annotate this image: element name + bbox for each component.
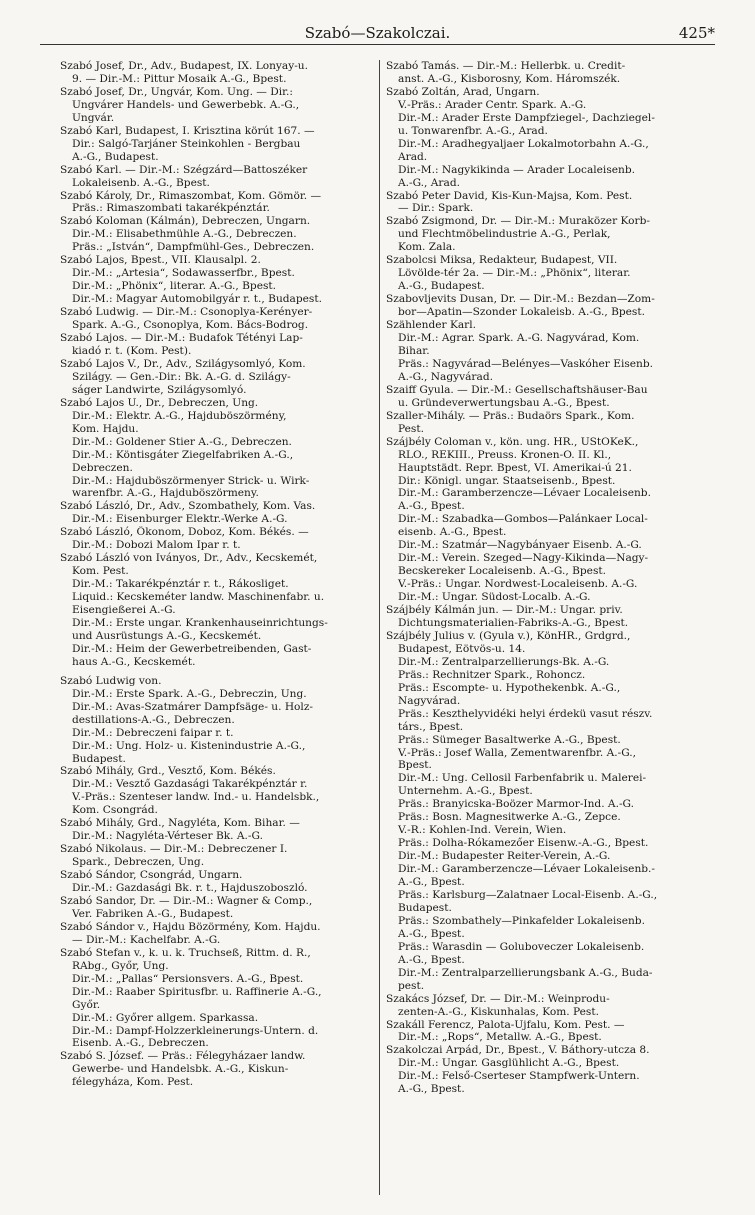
entry-detail-line: Nagyvárad.	[398, 694, 461, 707]
entry-detail-line: Dir.-M.: Dobozi Malom Ipar r. t.	[72, 539, 241, 552]
entry-detail-line: Präs.: Bosn. Magnesitwerke A.-G., Zepce.	[398, 811, 621, 824]
entry-detail-line: haus A.-G., Kecskemét.	[72, 655, 196, 668]
entry-detail-line: Dir.-M.: Nagykikinda — Arader Localeisenb.	[398, 163, 635, 176]
entry-detail-line: Dichtungsmaterialien-Fabriks-A.-G., Bpest.	[398, 616, 629, 629]
entry-detail-line: Dir.-M.: Arader Erste Dampfziegel-, Dachziegel-	[398, 111, 655, 124]
entry-detail-line: 9. — Dir.-M.: Pittur Mosaik A.-G., Bpest.	[72, 72, 287, 85]
entry-detail-line: u. Gründeverwertungsbau A.-G., Bpest.	[398, 396, 610, 409]
entry-detail-line: pest.	[398, 979, 425, 992]
entry-detail-line: Dir.-M.: Győrer allgem. Sparkassa.	[72, 1011, 259, 1024]
entry-detail-line: Dir.-M.: Debreczeni faipar r. t.	[72, 726, 234, 739]
entry-detail-line: Dir.-M.: Verein. Szeged—Nagy-Kikinda—Nagy-	[398, 552, 649, 565]
entry-detail-line: Dir.-M.: Avas-Szatmárer Dampfsäge- u. Holz-	[72, 700, 313, 713]
entry-detail-line: und Flechtmöbelindustrie A.-G., Perlak,	[398, 228, 611, 241]
entry-heading-line: Szabó Peter David, Kis-Kun-Majsa, Kom. Pest.	[386, 189, 633, 202]
entry-detail-line: Dir.-M.: Köntisgáter Ziegelfabriken A.-G.,	[72, 448, 294, 461]
entry-detail-line: Dir.-M.: Aradhegyaljaer Lokalmotorbahn A.-G.,	[398, 137, 649, 150]
entry-heading-line: Szabó Nikolaus. — Dir.-M.: Debreczener I.	[60, 843, 288, 856]
entry-detail-line: Arad.	[398, 150, 428, 163]
entry-detail-line: Dir.-M.: Hajduböszörmenyer Strick- u. Wirk-	[72, 474, 310, 487]
entry-detail-line: Becskereker Localeisenb. A.-G., Bpest.	[398, 565, 607, 578]
entry-detail-line: Lokaleisenb. A.-G., Bpest.	[72, 176, 210, 189]
entry-heading-line: Szabó Lajos U., Dr., Debreczen, Ung.	[60, 396, 259, 409]
entry-detail-line: Dir.-M.: Ungar. Südost-Localb. A.-G.	[398, 591, 591, 604]
entry-heading-line: Szabó Sandor, Dr. — Dir.-M.: Wagner & Comp.,	[60, 895, 313, 907]
entry-detail-line: anst. A.-G., Kisborosny, Kom. Háromszék.	[398, 72, 621, 85]
entry-detail-line: A.-G., Budapest.	[398, 280, 485, 293]
entry-detail-line: Dir.-M.: Ung. Holz- u. Kistenindustrie A.-G.,	[72, 739, 306, 752]
entry-heading-line: Szabó Karl. — Dir.-M.: Szégzárd—Battoszéker	[60, 163, 308, 176]
page-number: 425*	[678, 24, 715, 42]
entry-heading-line: Szabó Zoltán, Arad, Ungarn.	[386, 85, 540, 98]
entry-heading-line: Szakács József, Dr. — Dir.-M.: Weinprodu-	[386, 992, 610, 1005]
entry-detail-line: Gewerbe- und Handelsbk. A.-G., Kiskun-	[72, 1063, 289, 1076]
entry-detail-line: V.-R.: Kohlen-Ind. Verein, Wien.	[398, 824, 567, 837]
entry-detail-line: Dir.-M.: „Phönix“, literar. A.-G., Bpest.	[72, 280, 277, 293]
right-column	[386, 60, 704, 1096]
entry-detail-line: RLO., REKIII., Preuss. Kronen-O. II. Kl.,	[398, 448, 612, 461]
entry-detail-line: Kom. Hajdu.	[72, 422, 139, 435]
entry-detail-line: Dir.-M.: „Artesia“, Sodawasserfbr., Bpest.	[72, 267, 295, 280]
entry-detail-line: V.-Präs.: Ungar. Nordwest-Localeisenb. A.-G.	[398, 578, 638, 591]
entry-detail-line: Szilágy. — Gen.-Dir.: Bk. A.-G. d. Szilágy-	[72, 370, 291, 383]
entry-detail-line: A.-G., Budapest.	[72, 150, 159, 163]
entry-detail-line: bor—Apatin—Szonder Lokaleisb. A.-G., Bpest.	[398, 306, 645, 319]
entry-detail-line: Pest.	[398, 422, 424, 435]
entry-detail-line: Dir.-M.: Garamberzencze—Lévaer Lokaleisenb.-	[398, 863, 656, 876]
entry-detail-line: Unternehm. A.-G., Bpest.	[398, 785, 533, 798]
entry-heading-line: Szabó Zsigmond, Dr. — Dir.-M.: Muraközer Korb-	[386, 215, 650, 228]
entry-detail-line: Dir.-M.: Vesztő Gazdasági Takarékpénztár r.	[72, 778, 308, 791]
entry-detail-line: Dir.: Salgó-Tarjáner Steinkohlen - Bergbau	[72, 137, 301, 150]
entry-detail-line: Spark., Debreczen, Ung.	[72, 856, 205, 869]
entry-heading-line: Szájbély Julius v. (Gyula v.), KönHR., Grdgrd.,	[386, 629, 631, 642]
entry-detail-line: Eisenb. A.-G., Debreczen.	[72, 1037, 209, 1050]
entry-detail-line: V.-Präs.: Arader Centr. Spark. A.-G.	[398, 98, 587, 111]
entry-heading-line: Szakáll Ferencz, Palota-Ujfalu, Kom. Pest. —	[386, 1018, 625, 1031]
entry-detail-line: Kom. Pest.	[72, 565, 129, 578]
entry-heading-line: Szählender Karl.	[386, 319, 476, 332]
entry-heading-line: Szabó Tamás. — Dir.-M.: Hellerbk. u. Credit-	[386, 60, 626, 72]
entry-heading-line: Szabó Josef, Dr., Adv., Budapest, IX. Lonyay-u.	[60, 60, 308, 72]
entry-detail-line: Präs.: Karlsburg—Zalatnaer Local-Eisenb. A.-G.,	[398, 889, 658, 901]
entry-detail-line: Kom. Zala.	[398, 241, 456, 254]
entry-detail-line: Dir.-M.: Zentralparzellierungs-Bk. A.-G.	[398, 655, 610, 668]
entry-heading-line: Szabovljevits Dusan, Dr. — Dir.-M.: Bezdan—Zom-	[386, 293, 655, 306]
entry-detail-line: Kom. Csongrád.	[72, 804, 158, 817]
entry-detail-line: Budapest, Eötvös-u. 14.	[398, 642, 526, 655]
entry-detail-line: Dir.-M.: Felső-Cserteser Stampfwerk-Untern.	[398, 1070, 640, 1083]
entry-detail-line: Dir.-M.: Eisenburger Elektr.-Werke A.-G.	[72, 513, 288, 526]
entry-detail-line: Lövölde-tér 2a. — Dir.-M.: „Phönix“, literar.	[398, 267, 631, 280]
entry-detail-line: — Dir.: Spark.	[398, 202, 474, 215]
entry-detail-line: Präs.: Rimaszombati takarékpénztár.	[72, 202, 270, 215]
entry-heading-line: Szabó Koloman (Kálmán), Debreczen, Ungarn.	[60, 215, 311, 228]
entry-detail-line: Ver. Fabriken A.-G., Budapest.	[72, 907, 234, 920]
entry-detail-line: Präs.: Keszthelyvidéki helyi érdekü vasut részv.	[398, 707, 653, 720]
entry-detail-line: Präs.: Warasdin — Goluboveczer Lokaleisenb.	[398, 940, 645, 953]
entry-detail-line: Debreczen.	[72, 461, 133, 474]
entry-detail-line: Dir.-M.: Zentralparzellierungsbank A.-G., Buda-	[398, 966, 653, 979]
entry-detail-line: Dir.-M.: Takarékpénztár r. t., Rákosliget.	[72, 578, 289, 591]
entry-heading-line: Szaller-Mihály. — Präs.: Budaörs Spark., Kom.	[386, 409, 635, 422]
entry-detail-line: Hauptstädt. Repr. Bpest, VI. Amerikai-ú 21.	[398, 461, 632, 474]
entry-detail-line: Spark. A.-G., Csonoplya, Kom. Bács-Bodrog.	[72, 319, 309, 332]
entry-detail-line: V.-Präs.: Szenteser landw. Ind.- u. Handelsbk.,	[72, 791, 320, 804]
entry-detail-line: warenfbr. A.-G., Hajduböszörmeny.	[72, 487, 259, 500]
entry-detail-line: Präs.: Escompte- u. Hypothekenbk. A.-G.,	[398, 681, 621, 694]
entry-detail-line: Präs.: Sümeger Basaltwerke A.-G., Bpest.	[398, 733, 621, 746]
entry-detail-line: RAbg., Győr, Ung.	[72, 959, 169, 972]
page-title: Szabó—Szakolczai.	[304, 24, 451, 42]
entry-detail-line: A.-G., Bpest.	[398, 876, 465, 889]
entry-detail-line: Dir.-M.: Magyar Automobilgyár r. t., Budapest.	[72, 293, 322, 306]
entry-heading-line: Szabó Stefan v., k. u. k. Truchseß, Rittm. d. R.,	[60, 946, 311, 959]
entry-detail-line: Dir.-M.: Goldener Stier A.-G., Debreczen.	[72, 435, 292, 448]
entry-heading-line: Szabó Lajos, Bpest., VII. Klausalpl. 2.	[60, 254, 261, 267]
entry-detail-line: Dir.-M.: Gazdasági Bk. r. t., Hajduszoboszló.	[72, 882, 308, 895]
entry-detail-line: Präs.: Nagyvárad—Belényes—Vaskóher Eisenb.	[398, 357, 654, 370]
entry-detail-line: Dir.-M.: Szatmár—Nagybányaer Eisenb. A.-G.	[398, 539, 642, 552]
entry-detail-line: Bihar.	[398, 344, 430, 357]
entry-heading-line: Szabó Lajos V., Dr., Adv., Szilágysomlyó, Kom.	[60, 357, 306, 370]
entry-detail-line: Dir.-M.: Dampf-Holzzerkleinerungs-Untern. d.	[72, 1024, 319, 1037]
entry-detail-line: u. Tonwarenfbr. A.-G., Arad.	[398, 124, 548, 137]
entry-detail-line: Dir.: Königl. ungar. Staatseisenb., Bpest.	[398, 474, 616, 487]
entry-detail-line: Ungvár.	[72, 111, 115, 124]
left-column	[60, 60, 378, 1089]
entry-heading-line: Szájbély Kálmán jun. — Dir.-M.: Ungar. priv.	[386, 604, 623, 617]
entry-detail-line: A.-G., Bpest.	[398, 953, 465, 966]
entry-heading-line: Szabó Sándor, Csongrád, Ungarn.	[60, 869, 243, 882]
entry-heading-line: Szabó Mihály, Grd., Vesztő, Kom. Békés.	[60, 765, 276, 778]
entry-detail-line: — Dir.-M.: Kachelfabr. A.-G.	[72, 933, 221, 946]
entry-detail-line: Dir.-M.: Elisabethmühle A.-G., Debreczen.	[72, 228, 297, 241]
entry-heading-line: Szabó Lajos. — Dir.-M.: Budafok Tétényi Lap-	[60, 332, 303, 345]
column-divider	[379, 60, 380, 1195]
entry-detail-line: félegyháza, Kom. Pest.	[72, 1076, 194, 1089]
entry-detail-line: V.-Präs.: Josef Walla, Zementwarenfbr. A.-G.,	[398, 746, 637, 759]
entry-detail-line: Dir.-M.: „Rops“, Metallw. A.-G., Bpest.	[398, 1031, 602, 1044]
entry-detail-line: Eisengießerei A.-G.	[72, 604, 176, 617]
entry-detail-line: destillations-A.-G., Debreczen.	[72, 713, 235, 726]
entry-heading-line: Szabó S. József. — Präs.: Félegyházaer landw.	[60, 1050, 306, 1063]
entry-detail-line: A.-G., Nagyvárad.	[398, 370, 493, 383]
entry-detail-line: Liquid.: Kecskeméter landw. Maschinenfabr. u.	[72, 591, 325, 604]
entry-detail-line: Budapest.	[398, 901, 452, 914]
entry-detail-line: Dir.-M.: Erste Spark. A.-G., Debreczin, Ung.	[72, 687, 307, 700]
entry-detail-line: A.-G., Arad.	[398, 176, 460, 189]
entry-heading-line: Szabó László, Ökonom, Doboz, Kom. Békés. —	[60, 526, 309, 539]
entry-detail-line: A.-G., Bpest.	[398, 1083, 465, 1096]
entry-heading-line: Szakolczai Arpád, Dr., Bpest., V. Báthory-utcza 8.	[386, 1044, 650, 1057]
entry-detail-line: Dir.-M.: Agrar. Spark. A.-G. Nagyvárad, Kom.	[398, 332, 640, 345]
entry-detail-line: Dir.-M.: Erste ungar. Krankenhauseinrichtungs-	[72, 616, 328, 629]
entry-detail-line: Ungvárer Handels- und Gewerbebk. A.-G.,	[72, 98, 300, 111]
entry-detail-line: Dir.-M.: Raaber Spiritusfbr. u. Raffinerie A.-G.,	[72, 985, 322, 998]
page-header	[40, 22, 715, 45]
entry-detail-line: Dir.-M.: Nagyléta-Vérteser Bk. A.-G.	[72, 830, 263, 843]
entry-detail-line: und Ausrüstungs A.-G., Kecskemét.	[72, 629, 262, 642]
entry-detail-line: Dir.-M.: Garamberzencze—Lévaer Localeisenb.	[398, 487, 651, 500]
entry-heading-line: Szabolcsi Miksa, Redakteur, Budapest, VII.	[386, 254, 618, 267]
entry-detail-line: ságer Landwirte, Szilágysomlyó.	[72, 383, 247, 396]
entry-heading-line: Szabó Károly, Dr., Rimaszombat, Kom. Gömör. —	[60, 189, 322, 202]
entry-heading-line: Szaiff Gyula. — Dir.-M.: Gesellschaftshäuser-Bau	[386, 383, 648, 396]
entry-detail-line: Präs.: Rechnitzer Spark., Rohoncz.	[398, 668, 586, 681]
entry-detail-line: Präs.: Branyicska-Boözer Marmor-Ind. A.-G.	[398, 798, 634, 811]
entry-detail-line: Dir.-M.: Heim der Gewerbetreibenden, Gast-	[72, 642, 312, 655]
entry-detail-line: Budapest.	[72, 752, 126, 765]
entry-detail-line: eisenb. A.-G., Bpest.	[398, 526, 507, 539]
entry-detail-line: Präs.: Dolha-Rókamezőer Eisenw.-A.-G., Bpest.	[398, 837, 649, 850]
entry-detail-line: A.-G., Bpest.	[398, 500, 465, 513]
entry-heading-line: Szabó Mihály, Grd., Nagyléta, Kom. Bihar. —	[60, 817, 300, 830]
entry-heading-line: Szabó Josef, Dr., Ungvár, Kom. Ung. — Dir.:	[60, 85, 293, 98]
entry-heading-line: Szabó Karl, Budapest, I. Krisztina körút 167. —	[60, 124, 315, 137]
entry-detail-line: kiadó r. t. (Kom. Pest).	[72, 344, 192, 357]
entry-detail-line: zenten-A.-G., Kiskunhalas, Kom. Pest.	[398, 1005, 599, 1018]
entry-detail-line: Dir.-M.: Szabadka—Gombos—Palánkaer Local-	[398, 513, 648, 526]
entry-detail-line: Győr.	[72, 998, 101, 1011]
entry-heading-line: Szájbély Coloman v., kön. ung. HR., UStOKeK.,	[386, 435, 639, 448]
entry-detail-line: Präs.: Szombathely—Pinkafelder Lokaleisenb.	[398, 914, 645, 927]
entry-detail-line: Dir.-M.: Ung. Cellosil Farbenfabrik u. Malerei-	[398, 772, 647, 785]
entry-detail-line: Präs.: „István“, Dampfmühl-Ges., Debreczen.	[72, 241, 315, 254]
entry-detail-line: A.-G., Bpest.	[398, 927, 465, 940]
entry-detail-line: Dir.-M.: Elektr. A.-G., Hajduböszörmény,	[72, 409, 287, 422]
entry-heading-line: Szabó Ludwig. — Dir.-M.: Csonoplya-Kerényer-	[60, 306, 313, 319]
entry-detail-line: Dir.-M.: „Pallas“ Persionsvers. A.-G., Bpest.	[72, 972, 304, 985]
entry-heading-line: Szabó László, Dr., Adv., Szombathely, Kom. Vas.	[60, 500, 316, 513]
entry-heading-line: Szabó Ludwig von.	[60, 674, 162, 687]
entry-heading-line: Szabó Sándor v., Hajdu Bözörmény, Kom. Hajdu.	[60, 920, 321, 933]
entry-detail-line: Bpest.	[398, 759, 432, 772]
entry-detail-line: társ., Bpest.	[398, 720, 464, 733]
entry-heading-line: Szabó László von Iványos, Dr., Adv., Kecskemét,	[60, 552, 318, 565]
entry-detail-line: Dir.-M.: Budapester Reiter-Verein, A.-G.	[398, 850, 611, 863]
entry-detail-line: Dir.-M.: Ungar. Gasglühlicht A.-G., Bpest.	[398, 1057, 620, 1070]
